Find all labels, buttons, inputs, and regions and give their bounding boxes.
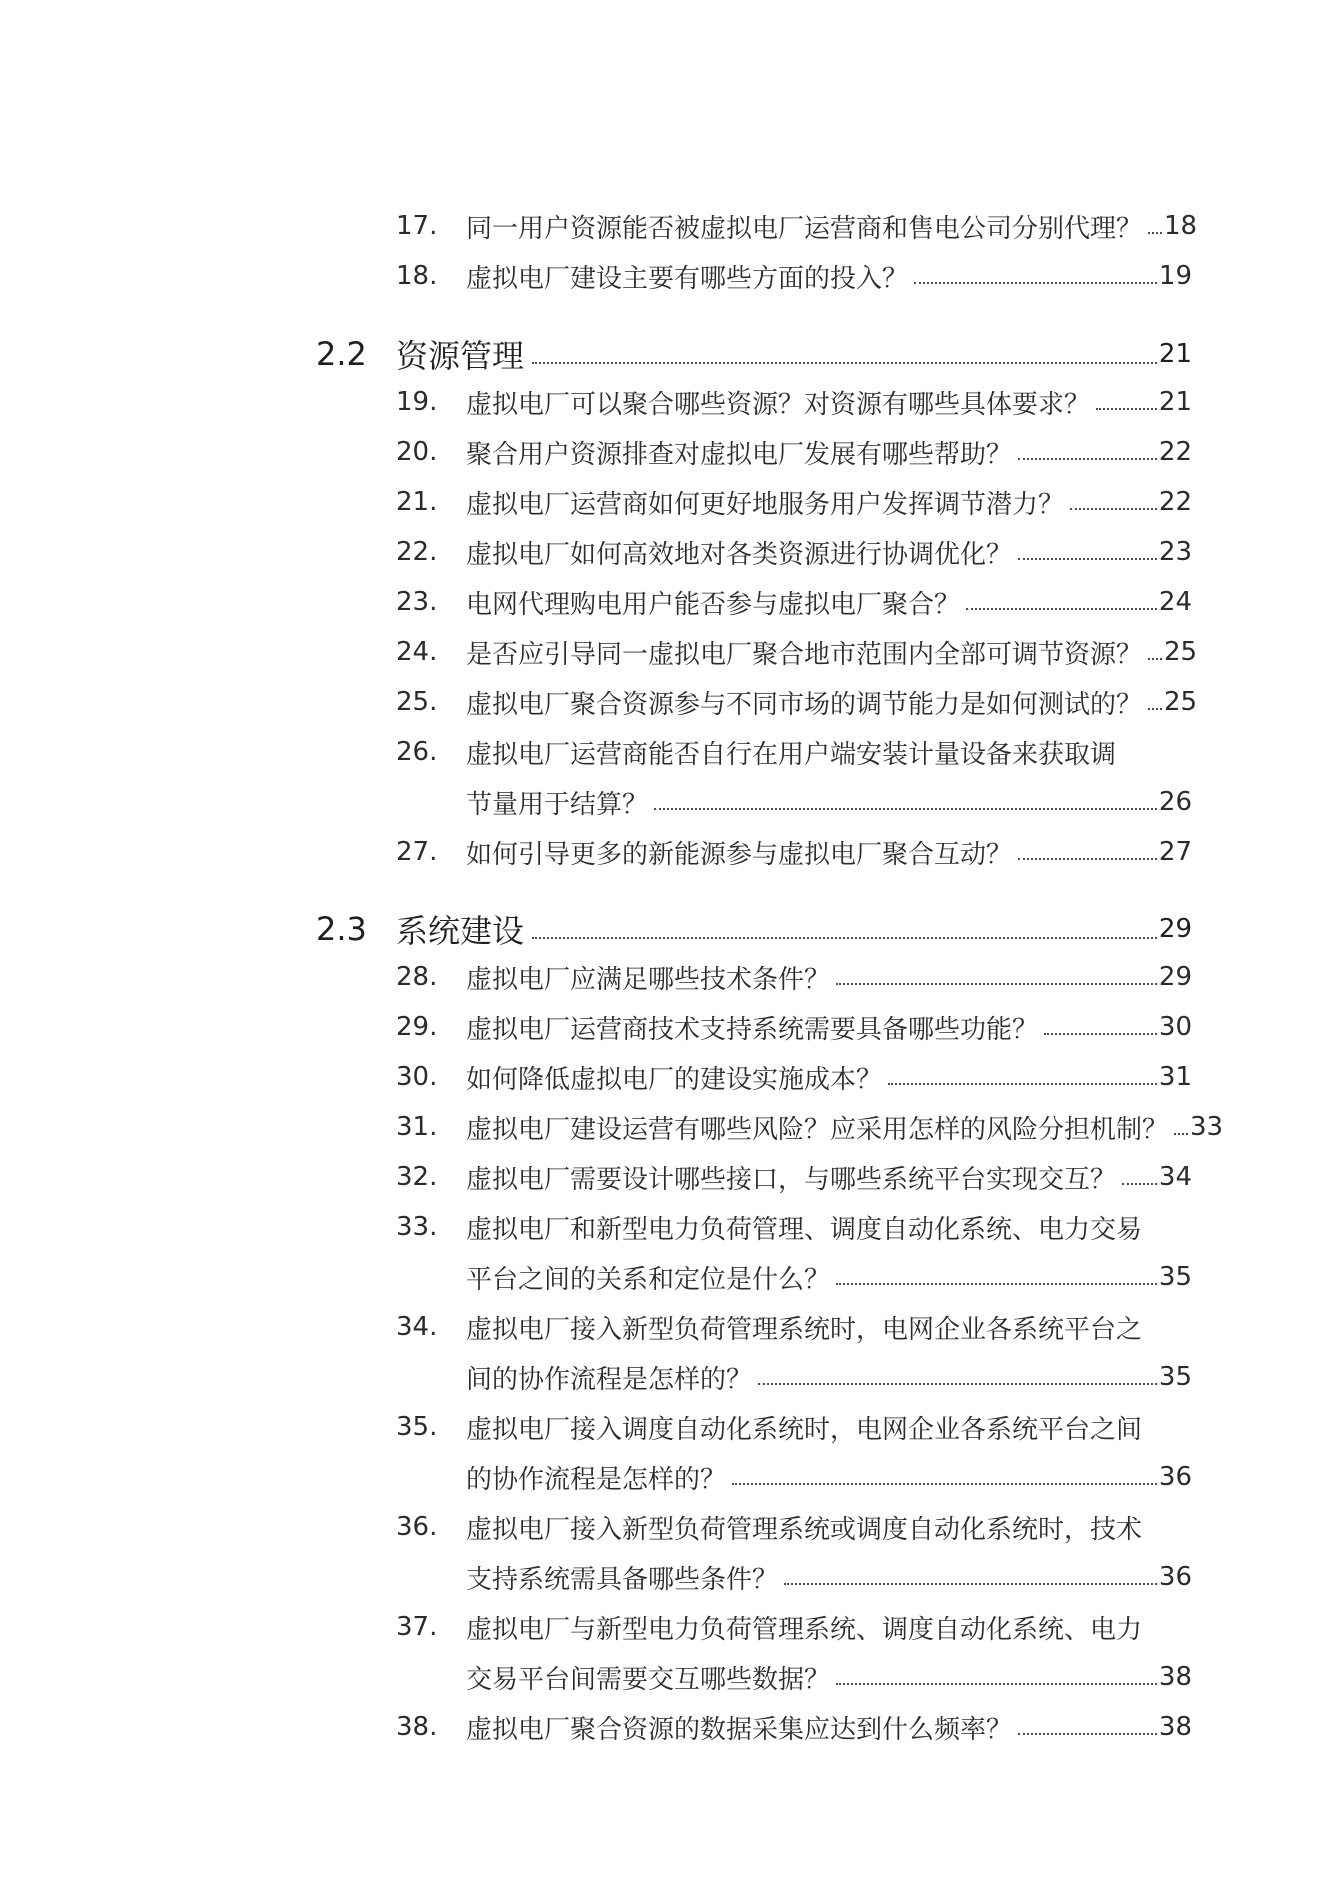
dot-leader bbox=[1018, 457, 1157, 460]
toc-entry-31[interactable] bbox=[396, 1102, 1224, 1152]
dot-leader bbox=[836, 982, 1157, 985]
toc-entry-34-line2[interactable] bbox=[466, 1352, 1192, 1402]
toc-entry-27[interactable] bbox=[396, 827, 1192, 877]
toc-entry-36-line1[interactable] bbox=[396, 1502, 1192, 1552]
dot-leader bbox=[1018, 557, 1157, 560]
entry-page: 27 bbox=[1158, 837, 1192, 867]
toc-entry-19[interactable] bbox=[396, 377, 1192, 427]
toc-entry-20[interactable] bbox=[396, 427, 1192, 477]
dot-leader bbox=[758, 1382, 1157, 1385]
entry-number: 21. bbox=[396, 487, 438, 517]
dot-leader bbox=[914, 281, 1157, 284]
dot-leader bbox=[1018, 1732, 1157, 1735]
dot-leader bbox=[654, 807, 1157, 810]
dot-leader bbox=[732, 1482, 1157, 1485]
entry-title-line2: 节量用于结算？ bbox=[466, 789, 649, 820]
entry-title: 聚合用户资源排查对虚拟电厂发展有哪些帮助？ bbox=[466, 439, 1013, 470]
entry-title-line1: 虚拟电厂运营商能否自行在用户端安装计量设备来获取调 bbox=[466, 739, 1117, 770]
toc-entry-30[interactable] bbox=[396, 1052, 1192, 1102]
entry-number: 37. bbox=[396, 1612, 438, 1642]
entry-title: 虚拟电厂建设运营有哪些风险？应采用怎样的风险分担机制？ bbox=[466, 1114, 1169, 1145]
entry-number: 33. bbox=[396, 1212, 438, 1242]
entry-page: 24 bbox=[1158, 587, 1192, 617]
dot-leader bbox=[1044, 1032, 1157, 1035]
entry-page: 38 bbox=[1158, 1662, 1192, 1692]
dot-leader bbox=[836, 1282, 1157, 1285]
entry-page: 35 bbox=[1158, 1362, 1192, 1392]
entry-number: 24. bbox=[396, 637, 438, 667]
entry-page: 21 bbox=[1158, 387, 1192, 417]
entry-number: 17. bbox=[396, 211, 438, 241]
entry-page: 22 bbox=[1158, 487, 1192, 517]
entry-number: 31. bbox=[396, 1112, 438, 1142]
dot-leader bbox=[1070, 507, 1157, 510]
dot-leader bbox=[1148, 231, 1162, 234]
toc-entry-25[interactable] bbox=[396, 677, 1198, 727]
entry-page: 35 bbox=[1158, 1262, 1192, 1292]
dot-leader bbox=[966, 607, 1157, 610]
toc-entry-29[interactable] bbox=[396, 1002, 1192, 1052]
entry-title: 虚拟电厂应满足哪些技术条件？ bbox=[466, 964, 831, 995]
entry-number: 22. bbox=[396, 537, 438, 567]
entry-title: 如何降低虚拟电厂的建设实施成本？ bbox=[466, 1064, 883, 1095]
toc-entry-33-line1[interactable] bbox=[396, 1202, 1192, 1252]
entry-page: 36 bbox=[1158, 1562, 1192, 1592]
toc-entry-17[interactable] bbox=[396, 201, 1198, 251]
toc-entry-28[interactable] bbox=[396, 952, 1192, 1002]
entry-number: 25. bbox=[396, 687, 438, 717]
entry-number: 28. bbox=[396, 962, 438, 992]
toc-entry-34-line1[interactable] bbox=[396, 1302, 1192, 1352]
entry-number: 38. bbox=[396, 1712, 438, 1742]
entry-page: 25 bbox=[1164, 637, 1198, 667]
section-page: 21 bbox=[1158, 339, 1192, 369]
entry-page: 22 bbox=[1158, 437, 1192, 467]
toc-entry-36-line2[interactable] bbox=[466, 1552, 1192, 1602]
toc-entry-23[interactable] bbox=[396, 577, 1192, 627]
entry-number: 26. bbox=[396, 737, 438, 767]
toc-entry-26-line2[interactable] bbox=[466, 777, 1192, 827]
toc-entry-26-line1[interactable] bbox=[396, 727, 1192, 777]
entry-number: 34. bbox=[396, 1312, 438, 1342]
entry-page: 38 bbox=[1158, 1712, 1192, 1742]
entry-page: 36 bbox=[1158, 1462, 1192, 1492]
toc-entry-22[interactable] bbox=[396, 527, 1192, 577]
entry-title-line1: 虚拟电厂接入新型负荷管理系统或调度自动化系统时，技术 bbox=[466, 1514, 1143, 1545]
entry-number: 29. bbox=[396, 1012, 438, 1042]
entry-number: 19. bbox=[396, 387, 438, 417]
entry-number: 18. bbox=[396, 261, 438, 291]
entry-title: 同一用户资源能否被虚拟电厂运营商和售电公司分别代理？ bbox=[466, 213, 1143, 244]
entry-title: 虚拟电厂可以聚合哪些资源？对资源有哪些具体要求？ bbox=[466, 389, 1091, 420]
toc-section-2-3[interactable] bbox=[316, 904, 1192, 954]
entry-page: 30 bbox=[1158, 1012, 1192, 1042]
dot-leader bbox=[836, 1682, 1157, 1685]
entry-page: 29 bbox=[1158, 962, 1192, 992]
toc-entry-32[interactable] bbox=[396, 1152, 1192, 1202]
entry-page: 26 bbox=[1158, 787, 1192, 817]
section-page: 29 bbox=[1158, 914, 1192, 944]
entry-title: 电网代理购电用户能否参与虚拟电厂聚合？ bbox=[466, 589, 961, 620]
entry-title-line1: 虚拟电厂接入新型负荷管理系统时，电网企业各系统平台之 bbox=[466, 1314, 1143, 1345]
dot-leader bbox=[1174, 1132, 1188, 1135]
entry-title-line2: 平台之间的关系和定位是什么？ bbox=[466, 1264, 831, 1295]
dot-leader bbox=[532, 936, 1157, 939]
entry-page: 31 bbox=[1158, 1062, 1192, 1092]
dot-leader bbox=[1096, 407, 1157, 410]
toc-section-2-2[interactable] bbox=[316, 329, 1192, 379]
dot-leader bbox=[1148, 707, 1162, 710]
entry-title-line2: 的协作流程是怎样的？ bbox=[466, 1464, 727, 1495]
entry-page: 34 bbox=[1158, 1162, 1192, 1192]
entry-number: 23. bbox=[396, 587, 438, 617]
entry-page: 19 bbox=[1158, 261, 1192, 291]
toc-entry-21[interactable] bbox=[396, 477, 1192, 527]
dot-leader bbox=[1018, 857, 1157, 860]
entry-number: 30. bbox=[396, 1062, 438, 1092]
entry-number: 27. bbox=[396, 837, 438, 867]
entry-number: 32. bbox=[396, 1162, 438, 1192]
entry-title-line1: 虚拟电厂接入调度自动化系统时，电网企业各系统平台之间 bbox=[466, 1414, 1143, 1445]
toc-entry-38[interactable] bbox=[396, 1702, 1192, 1752]
entry-title: 虚拟电厂聚合资源参与不同市场的调节能力是如何测试的？ bbox=[466, 689, 1143, 720]
entry-title: 虚拟电厂建设主要有哪些方面的投入？ bbox=[466, 263, 909, 294]
entry-title: 虚拟电厂如何高效地对各类资源进行协调优化？ bbox=[466, 539, 1013, 570]
entry-page: 33 bbox=[1190, 1112, 1224, 1142]
section-title: 系统建设 bbox=[396, 912, 525, 950]
entry-page: 23 bbox=[1158, 537, 1192, 567]
section-number: 2.2 bbox=[316, 335, 367, 373]
section-number: 2.3 bbox=[316, 910, 367, 948]
entry-title: 虚拟电厂聚合资源的数据采集应达到什么频率？ bbox=[466, 1714, 1013, 1745]
toc-entry-18[interactable] bbox=[396, 251, 1192, 301]
entry-page: 25 bbox=[1164, 687, 1198, 717]
dot-leader bbox=[888, 1082, 1157, 1085]
entry-title-line1: 虚拟电厂和新型电力负荷管理、调度自动化系统、电力交易 bbox=[466, 1214, 1143, 1245]
dot-leader bbox=[784, 1582, 1157, 1585]
toc-entry-37-line2[interactable] bbox=[466, 1652, 1192, 1702]
section-title: 资源管理 bbox=[396, 337, 525, 375]
entry-title-line2: 支持系统需具备哪些条件？ bbox=[466, 1564, 779, 1595]
toc-entry-24[interactable] bbox=[396, 627, 1198, 677]
toc-entry-33-line2[interactable] bbox=[466, 1252, 1192, 1302]
toc-entry-35-line2[interactable] bbox=[466, 1452, 1192, 1502]
toc-entry-37-line1[interactable] bbox=[396, 1602, 1192, 1652]
entry-title-line1: 虚拟电厂与新型电力负荷管理系统、调度自动化系统、电力 bbox=[466, 1614, 1143, 1645]
dot-leader bbox=[1148, 657, 1162, 660]
entry-title: 虚拟电厂需要设计哪些接口，与哪些系统平台实现交互？ bbox=[466, 1164, 1117, 1195]
entry-number: 35. bbox=[396, 1412, 438, 1442]
entry-title: 虚拟电厂运营商如何更好地服务用户发挥调节潜力？ bbox=[466, 489, 1065, 520]
entry-title-line2: 间的协作流程是怎样的？ bbox=[466, 1364, 753, 1395]
entry-title: 是否应引导同一虚拟电厂聚合地市范围内全部可调节资源？ bbox=[466, 639, 1143, 670]
entry-number: 36. bbox=[396, 1512, 438, 1542]
entry-number: 20. bbox=[396, 437, 438, 467]
dot-leader bbox=[532, 361, 1157, 364]
entry-title: 如何引导更多的新能源参与虚拟电厂聚合互动？ bbox=[466, 839, 1013, 870]
dot-leader bbox=[1122, 1182, 1157, 1185]
toc-entry-35-line1[interactable] bbox=[396, 1402, 1192, 1452]
entry-title: 虚拟电厂运营商技术支持系统需要具备哪些功能？ bbox=[466, 1014, 1039, 1045]
entry-page: 18 bbox=[1164, 211, 1198, 241]
entry-title-line2: 交易平台间需要交互哪些数据？ bbox=[466, 1664, 831, 1695]
